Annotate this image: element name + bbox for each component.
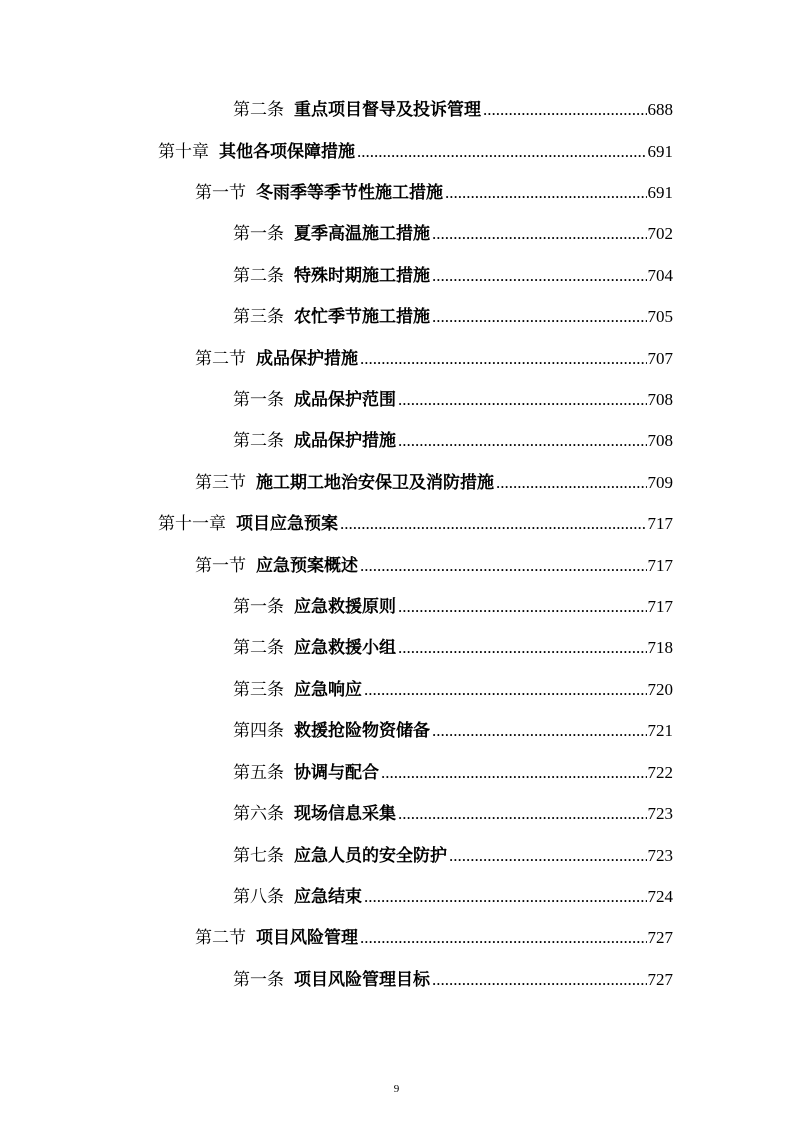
toc-entry-number: 第一条 — [233, 597, 284, 617]
toc-entry[interactable] — [0, 347, 673, 371]
toc-entry[interactable] — [0, 264, 673, 288]
toc-entry-number: 第十章 — [158, 142, 209, 162]
toc-entry-page: 722 — [647, 763, 673, 782]
toc-entry-title: 应急救援小组 — [294, 638, 396, 658]
toc-entry-number: 第一条 — [233, 970, 284, 990]
toc-entry-number: 第三条 — [233, 307, 284, 327]
toc-entry-page: 723 — [647, 846, 673, 865]
toc-entry-page: 707 — [647, 349, 673, 368]
page-number: 9 — [393, 1083, 400, 1095]
toc-leader-dots — [398, 802, 647, 826]
toc-entry-title: 项目应急预案 — [236, 514, 338, 534]
toc-entry-number: 第一节 — [195, 556, 246, 576]
toc-entry[interactable] — [0, 140, 673, 164]
toc-leader-dots — [445, 181, 647, 205]
toc-entry[interactable] — [0, 844, 673, 868]
toc-entry-title: 成品保护措施 — [256, 349, 358, 369]
toc-leader-dots — [398, 388, 647, 412]
toc-leader-dots — [357, 140, 647, 164]
toc-entry-title: 应急预案概述 — [256, 556, 358, 576]
toc-leader-dots — [398, 595, 647, 619]
toc-leader-dots — [432, 968, 647, 992]
toc-entry-page: 718 — [647, 638, 673, 657]
toc-leader-dots — [360, 347, 647, 371]
toc-entry-number: 第六条 — [233, 804, 284, 824]
toc-entry-page: 688 — [647, 100, 673, 119]
toc-leader-dots — [360, 554, 647, 578]
toc-entry[interactable] — [0, 388, 673, 412]
toc-leader-dots — [360, 926, 647, 950]
toc-entry-page: 727 — [647, 928, 673, 947]
toc-entry-number: 第一节 — [195, 183, 246, 203]
toc-entry[interactable] — [0, 968, 673, 992]
toc-entry-page: 717 — [647, 556, 673, 575]
toc-leader-dots — [432, 222, 647, 246]
toc-entry-number: 第三节 — [195, 473, 246, 493]
toc-entry-title: 特殊时期施工措施 — [294, 266, 430, 286]
toc-entry-page: 691 — [647, 142, 673, 161]
toc-leader-dots — [398, 636, 647, 660]
toc-entry-number: 第四条 — [233, 721, 284, 741]
toc-entry-title: 应急结束 — [294, 887, 362, 907]
toc-entry-number: 第一条 — [233, 224, 284, 244]
toc-leader-dots — [432, 264, 647, 288]
toc-entry[interactable] — [0, 802, 673, 826]
toc-entry-number: 第七条 — [233, 846, 284, 866]
toc-entry-page: 704 — [647, 266, 673, 285]
toc-entry-page: 723 — [647, 804, 673, 823]
toc-entry[interactable] — [0, 885, 673, 909]
toc-entry-title: 项目风险管理目标 — [294, 970, 430, 990]
toc-entry-number: 第二条 — [233, 266, 284, 286]
toc-entry[interactable] — [0, 98, 673, 122]
toc-entry[interactable] — [0, 471, 673, 495]
toc-entry-page: 691 — [647, 183, 673, 202]
toc-entry-page: 724 — [647, 887, 673, 906]
toc-entry[interactable] — [0, 761, 673, 785]
toc-entry-number: 第二条 — [233, 638, 284, 658]
toc-leader-dots — [496, 471, 647, 495]
toc-entry-page: 708 — [647, 431, 673, 450]
toc-entry-page: 708 — [647, 390, 673, 409]
toc-entry-title: 救援抢险物资储备 — [294, 721, 430, 741]
toc-leader-dots — [449, 844, 647, 868]
toc-entry[interactable] — [0, 181, 673, 205]
toc-entry[interactable] — [0, 512, 673, 536]
toc-entry-number: 第一条 — [233, 390, 284, 410]
toc-entry-page: 702 — [647, 224, 673, 243]
toc-entry-page: 721 — [647, 721, 673, 740]
toc-leader-dots — [398, 429, 647, 453]
toc-entry-number: 第二节 — [195, 349, 246, 369]
toc-entry[interactable] — [0, 636, 673, 660]
toc-entry-title: 其他各项保障措施 — [219, 142, 355, 162]
toc-entry-number: 第五条 — [233, 763, 284, 783]
toc-leader-dots — [432, 719, 647, 743]
toc-entry[interactable] — [0, 305, 673, 329]
toc-entry-page: 717 — [647, 597, 673, 616]
toc-entry-page: 705 — [647, 307, 673, 326]
toc-entry[interactable] — [0, 719, 673, 743]
toc-entry[interactable] — [0, 678, 673, 702]
toc-leader-dots — [381, 761, 647, 785]
toc-entry-title: 成品保护措施 — [294, 431, 396, 451]
toc-entry[interactable] — [0, 554, 673, 578]
toc-entry-number: 第十一章 — [158, 514, 226, 534]
toc-entry[interactable] — [0, 222, 673, 246]
toc-entry-page: 709 — [647, 473, 673, 492]
toc-entry-title: 项目风险管理 — [256, 928, 358, 948]
toc-leader-dots — [364, 678, 647, 702]
toc-entry[interactable] — [0, 595, 673, 619]
toc-entry-title: 协调与配合 — [294, 763, 379, 783]
toc-entry[interactable] — [0, 926, 673, 950]
toc-entry-number: 第二节 — [195, 928, 246, 948]
toc-entry-title: 冬雨季等季节性施工措施 — [256, 183, 443, 203]
toc-entry[interactable] — [0, 429, 673, 453]
toc-entry-page: 717 — [647, 514, 673, 533]
toc-entry-title: 重点项目督导及投诉管理 — [294, 100, 481, 120]
toc-entry-title: 成品保护范围 — [294, 390, 396, 410]
toc-entry-page: 727 — [647, 970, 673, 989]
toc-entry-title: 农忙季节施工措施 — [294, 307, 430, 327]
toc-entry-title: 施工期工地治安保卫及消防措施 — [256, 473, 494, 493]
toc-leader-dots — [483, 98, 647, 122]
toc-entry-number: 第二条 — [233, 431, 284, 451]
toc-entry-number: 第三条 — [233, 680, 284, 700]
toc-leader-dots — [364, 885, 647, 909]
toc-entry-number: 第二条 — [233, 100, 284, 120]
toc-entry-number: 第八条 — [233, 887, 284, 907]
toc-entry-title: 应急救援原则 — [294, 597, 396, 617]
toc-entry-title: 现场信息采集 — [294, 804, 396, 824]
toc-leader-dots — [340, 512, 647, 536]
toc-entry-page: 720 — [647, 680, 673, 699]
toc-entry-title: 应急人员的安全防护 — [294, 846, 447, 866]
toc-entry-title: 应急响应 — [294, 680, 362, 700]
toc-entry-title: 夏季高温施工措施 — [294, 224, 430, 244]
toc-leader-dots — [432, 305, 647, 329]
